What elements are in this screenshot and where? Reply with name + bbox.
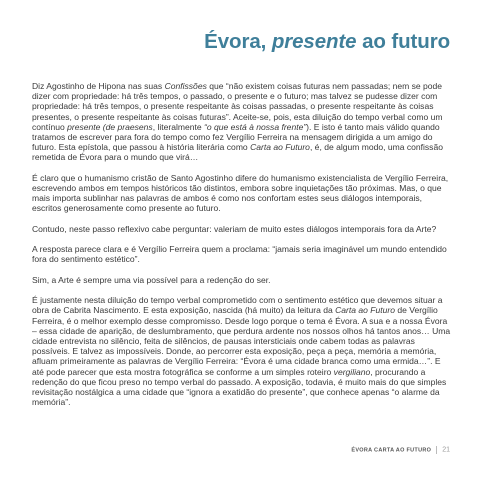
text-run: Diz Agostinho de Hipona nas suas <box>32 81 165 91</box>
title-part-3: ao futuro <box>356 30 450 53</box>
text-run: , é, de algum modo, uma confissão remetida de Évora para o mundo que virá… <box>32 142 443 163</box>
text-run: Sim, a Arte é sempre uma via possível para a redenção do ser. <box>32 274 271 285</box>
text-run: que “não existem coisas futuras nem passadas; nem se pode dizer com propriedade: há três tempos, o passado, o presente e o futuro; mas talvez se pudesse dizer com propriedade: há três tempos, o presente respeitante às coisas passadas, o presente respeitante às coisas presentes, o presente respeitante às coisas futuras”. Aceite-se, pois, esta diluição do tempo verbal como um contínuo <box>32 81 443 132</box>
italic-text-run: Confissões <box>164 81 207 91</box>
page-number: 21 <box>442 446 450 454</box>
text-run: É claro que o humanismo cristão de Santo Agostinho difere do humanismo existencialista de Vergílio Ferreira, escrevendo ambos em tempos históricos tão distintos, embora sobre inquietações tão próximas. Mas, o que mais importa sublinhar nas palavras de ambos é como nos confortam estes seus diálogos intemporais, escritos generosamente como presente ao futuro. <box>32 172 449 214</box>
text-run: É justamente nesta diluição do tempo verbal comprometido com o sentimento estético que devemos situar a obra de Cabrita Nascimento. E esta exposição, nascida (há muito) da leitura da <box>32 295 443 316</box>
page-title <box>204 30 450 54</box>
text-run: A resposta parece clara e é Vergílio Ferreira quem a proclama: “jamais seria imaginável um mundo entendido fora do sentimento estético”. <box>32 244 447 265</box>
paragraph <box>32 224 451 234</box>
paragraph <box>32 173 451 214</box>
title-italic-word: presente <box>271 30 357 53</box>
text-run: ). E isto é tanto mais válido quando tratamos de escrever para fora do tempo como fez Vergílio Ferreira na mensagem dirigida a um amigo do futuro. Esta epístola, que passou à história literária como <box>32 121 440 153</box>
body-text <box>32 81 451 407</box>
italic-text-run: vergiliano <box>333 366 371 377</box>
paragraph <box>32 244 451 264</box>
text-run: , procurando a redenção do que ficou preso no tempo verbal do passado. A exposição, todavia, é muito mais do que simples revisitação nostálgica a uma cidade que “ignora a exatidão do presente”, que conhece apenas “o alarme da memória”. <box>32 366 447 408</box>
paragraph <box>32 81 451 163</box>
text-run: , literalmente <box>152 121 205 132</box>
page-footer <box>351 446 450 454</box>
text-run: de Vergílio Ferreira, é o melhor exemplo desse compromisso. Desde logo porque o tema é Évora. A sua e a nossa Évora – essa cidade de aparição, de deslumbramento, que perdura ardente nos nossos olhos há tantos anos… Uma cidade entrevista no silêncio, feita de silêncios, de pausas intersticiais onde cabem todas as palavras possíveis. E talvez as impossíveis. Donde, ao percorrer esta exposição, peça a peça, memória a memória, afluam primeiramente as palavras de Vergílio Ferreira: “Évora é uma cidade branca como uma ermida…”. E até pode parecer que esta mostra fotográfica se conforme a um simples roteiro <box>32 305 451 377</box>
italic-text-run: presente (de praesens <box>67 121 153 132</box>
italic-text-run: Carta ao Futuro <box>335 305 395 316</box>
italic-text-run: Carta ao Futuro <box>250 142 310 153</box>
italic-text-run: “o que está à nossa frente” <box>204 121 307 132</box>
title-part-1: Évora, <box>204 30 272 53</box>
paragraph <box>32 295 451 407</box>
footer-separator <box>436 446 437 454</box>
footer-title: ÉVORA CARTA AO FUTURO <box>351 447 432 454</box>
paragraph <box>32 275 451 285</box>
text-run: Contudo, neste passo reflexivo cabe perguntar: valeriam de muito estes diálogos intemporais fora da Arte? <box>32 223 437 234</box>
